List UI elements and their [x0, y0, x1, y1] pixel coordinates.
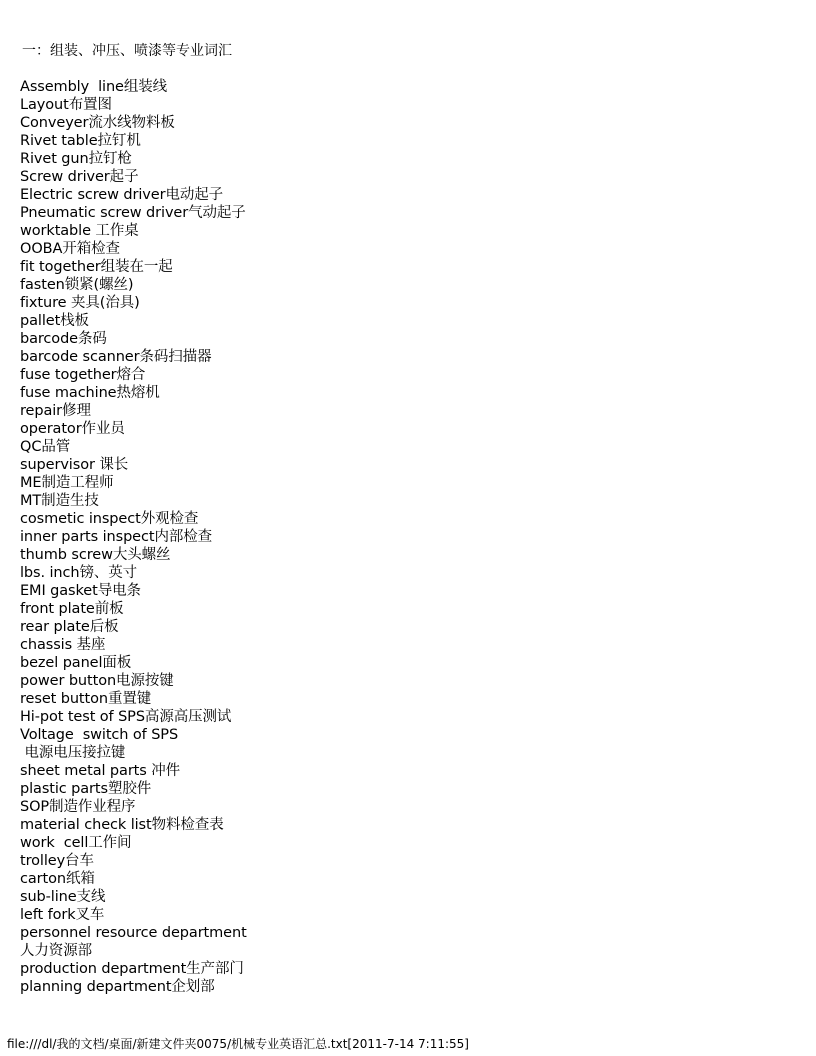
vocabulary-entry: rear plate后板 [20, 619, 119, 635]
vocabulary-entry: barcode条码 [20, 331, 107, 347]
vocabulary-entry: material check list物料检查表 [20, 817, 224, 833]
vocabulary-entry: inner parts inspect内部检查 [20, 529, 213, 545]
file-path-footer: file:///dl/我的文档/桌面/新建文件夹0075/机械专业英语汇总.txt[2011-7-14 7:11:55] [7, 1037, 469, 1051]
vocabulary-entry: OOBA开箱检查 [20, 241, 120, 257]
vocabulary-entry: operator作业员 [20, 421, 125, 437]
vocabulary-entry: production department生产部门 [20, 961, 244, 977]
vocabulary-entry: work cell工作间 [20, 835, 132, 851]
vocabulary-entry: sheet metal parts 冲件 [20, 763, 181, 779]
vocabulary-entry: fasten锁紧(螺丝) [20, 277, 134, 293]
vocabulary-entry: planning department企划部 [20, 979, 215, 995]
vocabulary-entry: 电源电压接拉键 [20, 745, 126, 761]
vocabulary-entry: worktable 工作桌 [20, 223, 139, 239]
section-heading: 一：组装、冲压、喷漆等专业词汇 [22, 43, 232, 59]
vocabulary-entry: lbs. inch镑、英寸 [20, 565, 138, 581]
vocabulary-entry: Rivet gun拉钉枪 [20, 151, 132, 167]
vocabulary-entry: reset button重置键 [20, 691, 152, 707]
vocabulary-entry: fuse together熔合 [20, 367, 146, 383]
vocabulary-entry: fit together组装在一起 [20, 259, 173, 275]
vocabulary-entry: cosmetic inspect外观检查 [20, 511, 199, 527]
vocabulary-entry: Voltage switch of SPS [20, 727, 179, 743]
vocabulary-entry: QC品管 [20, 439, 71, 455]
vocabulary-entry: 人力资源部 [20, 943, 92, 959]
vocabulary-entry: SOP制造作业程序 [20, 799, 136, 815]
vocabulary-entry: Hi-pot test of SPS高源高压测试 [20, 709, 232, 725]
vocabulary-entry: Conveyer流水线物料板 [20, 115, 175, 131]
vocabulary-entry: Layout布置图 [20, 97, 112, 113]
vocabulary-entry: sub-line支线 [20, 889, 106, 905]
vocabulary-entry: personnel resource department [20, 925, 247, 941]
vocabulary-list [20, 78, 247, 996]
vocabulary-entry: supervisor 课长 [20, 457, 129, 473]
vocabulary-entry: pallet栈板 [20, 313, 89, 329]
vocabulary-entry: Assembly line组装线 [20, 79, 168, 95]
vocabulary-entry: bezel panel面板 [20, 655, 132, 671]
vocabulary-entry: barcode scanner条码扫描器 [20, 349, 212, 365]
vocabulary-entry: repair修理 [20, 403, 91, 419]
vocabulary-entry: plastic parts塑胶件 [20, 781, 152, 797]
vocabulary-entry: trolley台车 [20, 853, 94, 869]
vocabulary-entry: power button电源按键 [20, 673, 174, 689]
vocabulary-entry: thumb screw大头螺丝 [20, 547, 171, 563]
vocabulary-entry: Rivet table拉钉机 [20, 133, 141, 149]
vocabulary-entry: Electric screw driver电动起子 [20, 187, 224, 203]
vocabulary-entry: EMI gasket导电条 [20, 583, 141, 599]
vocabulary-entry: MT制造生技 [20, 493, 99, 509]
vocabulary-entry: fuse machine热熔机 [20, 385, 160, 401]
vocabulary-entry: Pneumatic screw driver气动起子 [20, 205, 246, 221]
vocabulary-entry: fixture 夹具(治具) [20, 295, 140, 311]
vocabulary-entry: left fork叉车 [20, 907, 105, 923]
vocabulary-entry: carton纸箱 [20, 871, 95, 887]
vocabulary-entry: Screw driver起子 [20, 169, 139, 185]
vocabulary-entry: chassis 基座 [20, 637, 106, 653]
vocabulary-entry: front plate前板 [20, 601, 124, 617]
vocabulary-entry: ME制造工程师 [20, 475, 114, 491]
